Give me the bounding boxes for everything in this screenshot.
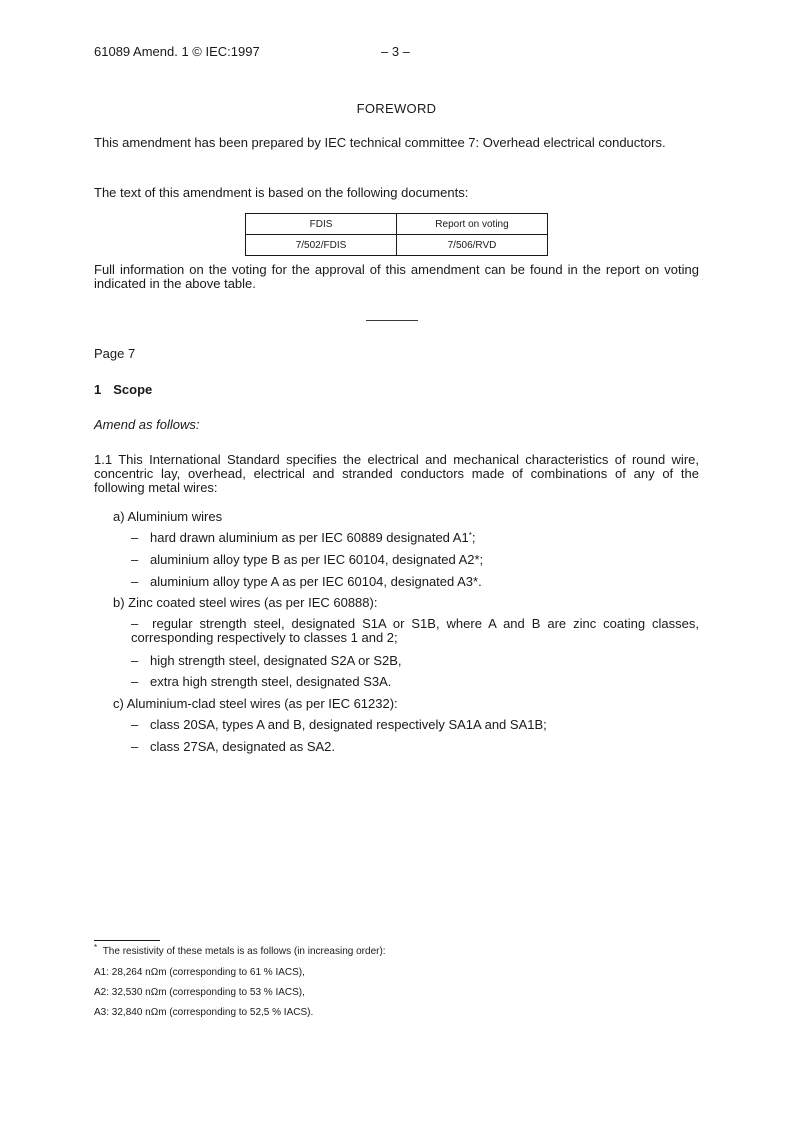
dash-marker: – <box>131 674 139 689</box>
footnote-line-a3: A3: 32,840 nΩm (corresponding to 52,5 % IACS). <box>94 1007 314 1018</box>
dash-marker: – <box>131 530 139 545</box>
list-item-a-1: – hard drawn aluminium as per IEC 60889 designated A1*; <box>131 530 476 545</box>
dash-marker: – <box>131 574 139 589</box>
table-cell-rvd: 7/506/RVD <box>397 235 548 256</box>
dash-marker: – <box>131 552 139 567</box>
list-item-b-2: – high strength steel, designated S2A or S2B, <box>131 653 402 668</box>
footnote-intro: * The resistivity of these metals is as follows (in increasing order): <box>94 943 386 957</box>
dash-marker: – <box>131 739 139 754</box>
foreword-paragraph-3: Full information on the voting for the approval of this amendment can be found in the report on voting indicated in the above table. <box>94 262 699 291</box>
list-item-a-2: – aluminium alloy type B as per IEC 60104, designated A2*; <box>131 552 484 567</box>
list-item-a-3: – aluminium alloy type A as per IEC 60104, designated A3*. <box>131 574 482 589</box>
footnote-rule <box>94 940 160 941</box>
clause-1-1: 1.1 This International Standard specifies the electrical and mechanical characteristics of round wire, concentric lay, overhead, electrical and stranded conductors made of combinations of any of the following metal wires: <box>94 452 699 495</box>
foreword-title: FOREWORD <box>356 101 437 116</box>
list-item-b-1: – regular strength steel, designated S1A or S1B, where A and B are zinc coating classes, corresponding respectively to classes 1 and 2; <box>131 616 699 645</box>
table-row <box>246 235 548 256</box>
foreword-paragraph-2: The text of this amendment is based on the following documents: <box>94 185 469 200</box>
header-document-id: 61089 Amend. 1 © IEC:1997 <box>94 44 260 59</box>
dash-marker: – <box>131 717 139 732</box>
footnote-line-a1: A1: 28,264 nΩm (corresponding to 61 % IACS), <box>94 967 305 978</box>
scope-number: 1 <box>94 382 102 397</box>
list-item-a-label: a) Aluminium wires <box>113 509 223 524</box>
section-separator: ———— <box>366 312 418 327</box>
scope-heading <box>94 382 152 397</box>
table-header-report: Report on voting <box>397 214 548 235</box>
amend-instruction: Amend as follows: <box>94 417 200 432</box>
table-cell-fdis: 7/502/FDIS <box>246 235 397 256</box>
list-item-b-label: b) Zinc coated steel wires (as per IEC 60888): <box>113 595 378 610</box>
documents-table <box>245 213 548 256</box>
scope-title: Scope <box>113 382 153 397</box>
footnote-line-a2: A2: 32,530 nΩm (corresponding to 53 % IACS), <box>94 987 305 998</box>
list-item-b-3: – extra high strength steel, designated S3A. <box>131 674 392 689</box>
dash-marker: – <box>131 653 139 668</box>
list-item-c-1: – class 20SA, types A and B, designated respectively SA1A and SA1B; <box>131 717 547 732</box>
list-item-c-2: – class 27SA, designated as SA2. <box>131 739 336 754</box>
foreword-paragraph-1: This amendment has been prepared by IEC technical committee 7: Overhead electrical conductors. <box>94 135 666 150</box>
header-page-number: – 3 – <box>381 44 410 59</box>
page-reference: Page 7 <box>94 346 136 361</box>
footnote-mark: * <box>94 943 98 952</box>
table-header-fdis: FDIS <box>246 214 397 235</box>
list-item-c-label: c) Aluminium-clad steel wires (as per IEC 61232): <box>113 696 398 711</box>
table-header-row <box>246 214 548 235</box>
